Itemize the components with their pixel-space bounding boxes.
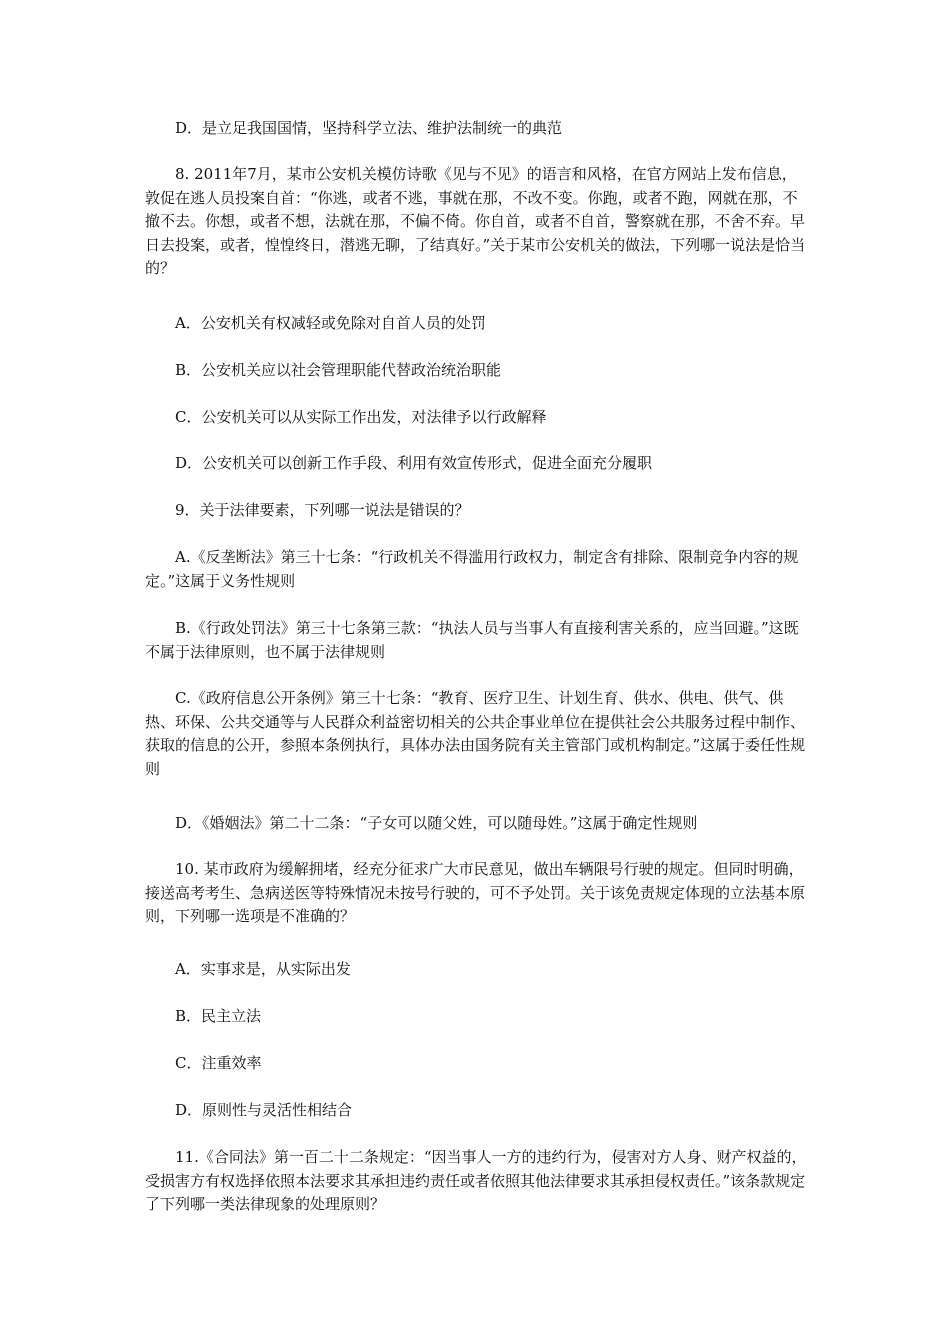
q10-option-d: D．原则性与灵活性相结合 — [175, 1101, 353, 1119]
q8-option-c: C．公安机关可以从实际工作出发，对法律予以行政解释 — [175, 408, 547, 426]
q10-option-b: B．民主立法 — [175, 1007, 262, 1025]
question-11: 11.《合同法》第一百二十二条规定：“因当事人一方的违约行为，侵害对方人身、财产权益的，受损害方有权选择依照本法要求其承担违约责任或者依照其他法律要求其承担侵权责任。”该条款规定了下列哪一类法律现象的处理原则？ — [145, 1148, 807, 1213]
q9-option-b: B.《行政处罚法》第三十七条第三款：“执法人员与当事人有直接利害关系的，应当回避。”这既不属于法律原则，也不属于法律规则 — [145, 619, 799, 661]
q7-option-d: D．是立足我国国情，坚持科学立法、维护法制统一的典范 — [175, 119, 563, 137]
q8-option-a: A．公安机关有权减轻或免除对自首人员的处罚 — [175, 314, 486, 332]
q9-option-d: D．《婚姻法》第二十二条：“子女可以随父姓，可以随母姓。”这属于确定性规则 — [175, 814, 698, 832]
q9-option-c: C.《政府信息公开条例》第三十七条：“教育、医疗卫生、计划生育、供水、供电、供气、供热、环保、公共交通等与人民群众利益密切相关的公共企事业单位在提供社会公共服务过程中制作、获取的信息的公开，参照本条例执行，具体办法由国务院有关主管部门或机构制定。”这属于委任性规则 — [145, 689, 806, 778]
q10-option-a: A．实事求是，从实际出发 — [175, 960, 351, 978]
q10-option-c: C．注重效率 — [175, 1054, 262, 1072]
q8-option-d: D．公安机关可以创新工作手段、利用有效宣传形式，促进全面充分履职 — [175, 454, 653, 472]
question-10: 10. 某市政府为缓解拥堵，经充分征求广大市民意见，做出车辆限号行驶的规定。但同时明确，接送高考考生、急病送医等特殊情况未按号行驶的，可不予处罚。关于该免责规定体现的立法基本原则，下列哪一选项是不准确的？ — [145, 860, 806, 925]
question-9: 9．关于法律要素，下列哪一说法是错误的？ — [175, 501, 470, 519]
q9-option-a: A.《反垄断法》第三十七条：“行政机关不得滥用行政权力，制定含有排除、限制竞争内容的规定。”这属于义务性规则 — [145, 548, 799, 590]
q8-option-b: B．公安机关应以社会管理职能代替政治统治职能 — [175, 361, 502, 379]
question-8: 8. 2011年7月，某市公安机关模仿诗歌《见与不见》的语言和风格，在官方网站上发布信息，敦促在逃人员投案自首：“你逃，或者不逃，事就在那，不改不变。你跑，或者不跑，网就在那，不撤不去。你想，或者不想，法就在那，不偏不倚。你自首，或者不自首，警察就在那，不舍不弃。早日去投案，或者，惶惶终日，潜逃无聊，了结真好。”关于某市公安机关的做法，下列哪一说法是恰当的？ — [145, 165, 806, 277]
